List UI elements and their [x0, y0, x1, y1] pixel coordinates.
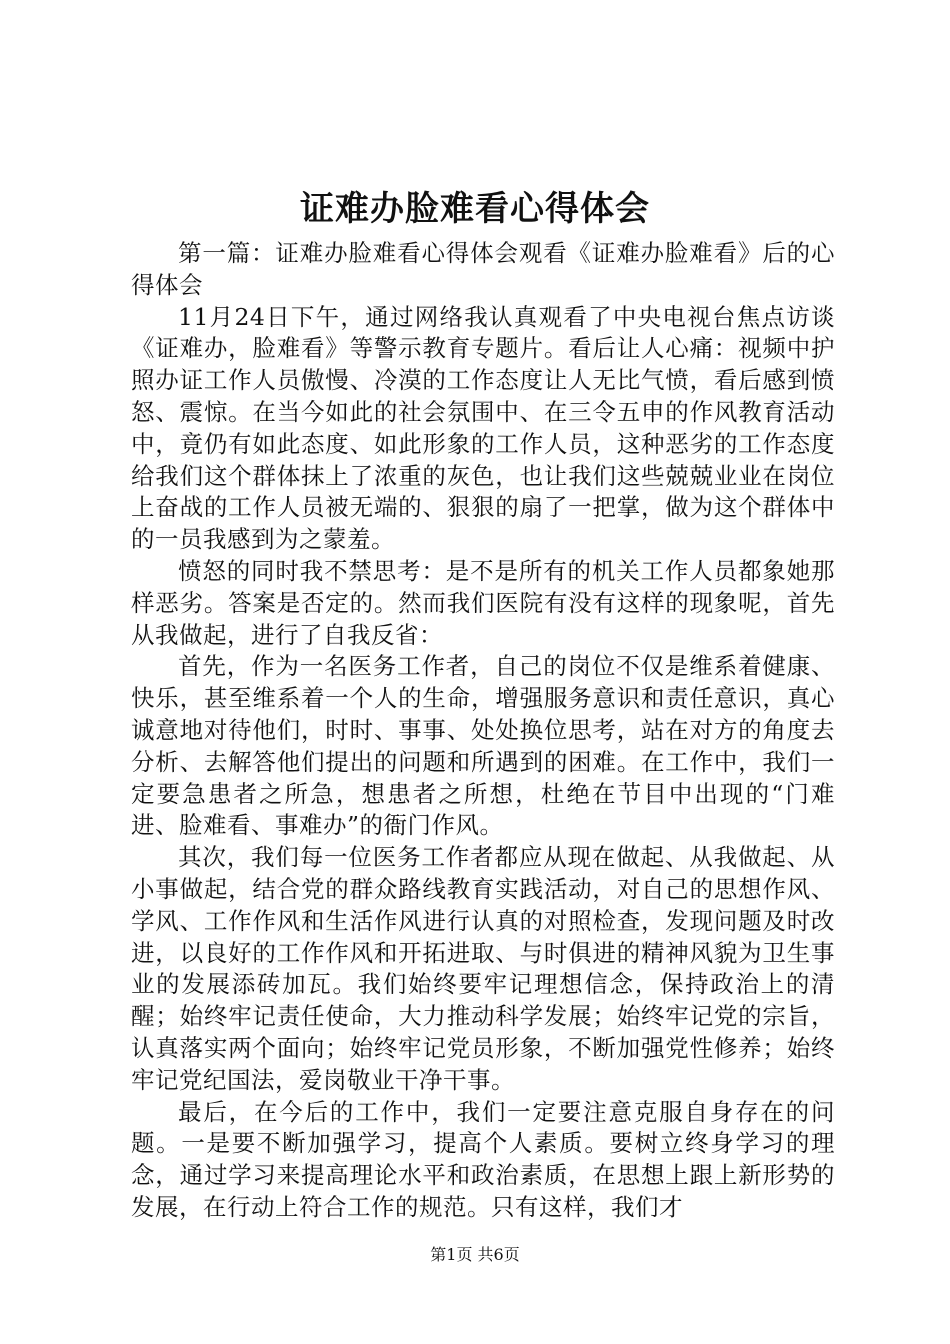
page-number: 第1页	[430, 1245, 473, 1264]
paragraph: 其次，我们每一位医务工作者都应从现在做起、从我做起、从小事做起，结合党的群众路线教育实践活动，对自己的思想作风、学风、工作作风和生活作风进行认真的对照检查，发现问题及时改进，以良好的工作作风和开拓进取、与时俱进的精神风貌为卫生事业的发展添砖加瓦。我们始终要牢记理想信念，保持政治上的清醒；始终牢记责任使命，大力推动科学发展；始终牢记党的宗旨，认真落实两个面向；始终牢记党员形象，不断加强党性修养；始终牢记党纪国法，爱岗敬业干净干事。	[131, 843, 835, 1094]
paragraph: 首先，作为一名医务工作者，自己的岗位不仅是维系着健康、快乐，甚至维系着一个人的生命，增强服务意识和责任意识，真心诚意地对待他们，时时、事事、处处换位思考，站在对方的角度去分析、去解答他们提出的问题和所遇到的困难。在工作中，我们一定要急患者之所急，想患者之所想，杜绝在节目中出现的“门难进、脸难看、事难办”的衙门作风。	[131, 652, 835, 840]
page-title: 证难办脸难看心得体会	[300, 189, 650, 229]
page-total: 共6页	[477, 1245, 520, 1264]
paragraph: 11月24日下午，通过网络我认真观看了中央电视台焦点访谈《证难办，脸难看》等警示教育专题片。看后让人心痛：视频中护照办证工作人员傲慢、冷漠的工作态度让人无比气愤，看后感到愤怒、震惊。在当今如此的社会氛围中、在三令五申的作风教育活动中，竟仍有如此态度、如此形象的工作人员，这种恶劣的工作态度给我们这个群体抹上了浓重的灰色，也让我们这些兢兢业业在岗位上奋战的工作人员被无端的、狠狠的扇了一把掌，做为这个群体中的一员我感到为之蒙羞。	[131, 302, 835, 554]
document-body	[131, 238, 835, 1224]
paragraph: 愤怒的同时我不禁思考：是不是所有的机关工作人员都象她那样恶劣。答案是否定的。然而我们医院有没有这样的现象呢，首先从我做起，进行了自我反省：	[131, 556, 835, 649]
page-footer	[0, 1244, 950, 1266]
paragraph-heading: 第一篇：证难办脸难看心得体会观看《证难办脸难看》后的心得体会	[131, 239, 835, 299]
paragraph: 最后，在今后的工作中，我们一定要注意克服自身存在的问题。一是要不断加强学习，提高个人素质。要树立终身学习的理念，通过学习来提高理论水平和政治素质，在思想上跟上新形势的发展，在行动上符合工作的规范。只有这样，我们才	[131, 1097, 835, 1221]
